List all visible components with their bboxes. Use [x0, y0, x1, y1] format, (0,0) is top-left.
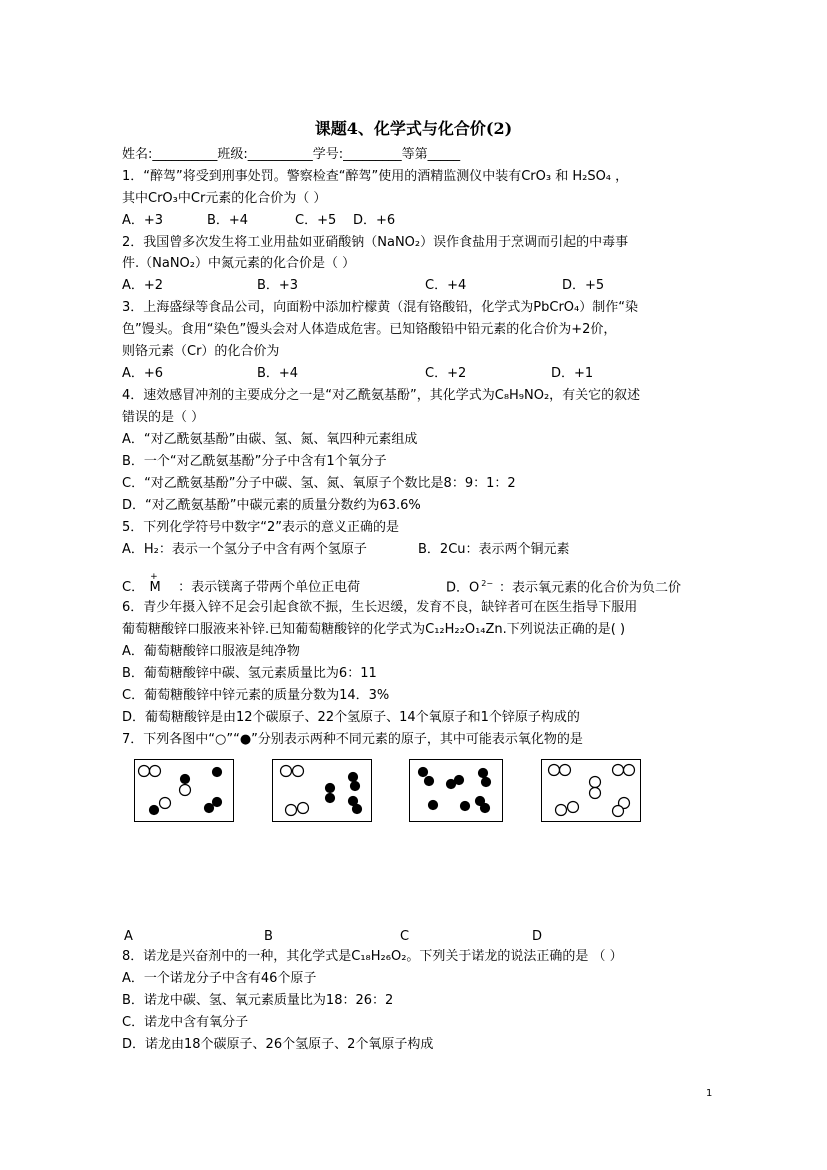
q5-options-cd [122, 572, 682, 596]
q2-stem-line2: 件.（NaNO₂）中氮元素的化合价是（ ） [122, 256, 356, 271]
q1-stem-line2: 其中CrO₃中Cr元素的化合价为（ ） [122, 191, 327, 206]
q7-figure-b [272, 759, 372, 822]
q7-label-d: D [532, 929, 543, 944]
q8-stem: 8．诺龙是兴奋剂中的一种，其化学式是C₁₈H₂₆O₂。下列关于诺龙的说法正确的是 （ ） [122, 949, 623, 964]
q2-option-b: B．+3 [257, 278, 299, 293]
q2-option-d: D．+5 [562, 278, 605, 293]
molecules-b-icon [273, 760, 370, 820]
q3-option-c: C．+2 [425, 366, 467, 381]
q8-option-a: A．一个诺龙分子中含有46个原子 [122, 971, 317, 986]
q4-option-c: C．“对乙酰氨基酚”分子中碳、氢、氮、氧原子个数比是8：9：1：2 [122, 476, 516, 491]
student-info-line: 姓名:__________班级:__________学号:_________等第_____ [122, 147, 461, 162]
q3-option-a: A．+6 [122, 366, 164, 381]
q7-label-a: A [124, 929, 133, 944]
q4-stem-line1: 4．速效感冒冲剂的主要成分之一是“对乙酰氨基酚”，其化学式为C₈H₉NO₂，有关它的叙述 [122, 388, 641, 403]
q6-option-c: C．葡萄糖酸锌中锌元素的质量分数为14．3% [122, 688, 390, 703]
q3-stem-line3: 则铬元素（Cr）的化合价为 [122, 344, 280, 359]
q1-option-b: B．+4 [207, 213, 249, 228]
q2-option-c: C．+4 [425, 278, 467, 293]
q4-stem-line2: 错误的是（ ） [122, 410, 205, 425]
molecules-a-icon [135, 760, 232, 820]
q1-option-c: C．+5 [295, 213, 337, 228]
q8-option-c: C．诺龙中含有氧分子 [122, 1015, 249, 1030]
q7-stem: 7．下列各图中“○”“●”分别表示两种不同元素的原子，其中可能表示氧化物的是 [122, 732, 583, 747]
q6-stem-line1: 6．青少年摄入锌不足会引起食欲不振，生长迟缓，发育不良，缺锌者可在医生指导下服用 [122, 600, 638, 615]
q5-option-c-symbol: M [149, 580, 161, 596]
q3-option-d: D．+1 [551, 366, 594, 381]
q7-label-c: C [400, 929, 410, 944]
q3-option-b: B．+4 [257, 366, 299, 381]
q7-figure-d [541, 759, 641, 822]
q4-option-a: A．“对乙酰氨基酚”由碳、氢、氮、氧四种元素组成 [122, 432, 418, 447]
q6-stem-line2: 葡萄糖酸锌口服液来补锌.已知葡萄糖酸锌的化学式为C₁₂H₂₂O₁₄Zn.下列说法正确的是( ) [122, 622, 626, 637]
q5-option-c: C． + M ：表示镁离子带两个单位正电荷 [122, 580, 446, 596]
q8-option-d: D．诺龙由18个碳原子、26个氢原子、2个氧原子构成 [122, 1037, 434, 1052]
q5-stem: 5．下列化学符号中数字“2”表示的意义正确的是 [122, 520, 400, 535]
q5-options-ab [122, 542, 570, 558]
q1-stem-line1: 1．“醉驾”将受到刑事处罚。警察检查“醉驾”使用的酒精监测仪中装有CrO₃ 和 H₂SO₄ ， [122, 169, 629, 184]
q4-option-b: B．一个“对乙酰氨基酚”分子中含有1个氧分子 [122, 454, 387, 469]
q4-option-d: D．“对乙酰氨基酚”中碳元素的质量分数约为63.6% [122, 498, 421, 513]
q8-option-b: B．诺龙中碳、氢、氧元素质量比为18：26：2 [122, 993, 394, 1008]
q6-option-b: B．葡萄糖酸锌中碳、氢元素质量比为6：11 [122, 666, 377, 681]
q2-stem-line1: 2．我国曾多次发生将工业用盐如亚硝酸钠（NaNO₂）误作食盐用于烹调而引起的中毒事 [122, 235, 629, 250]
q3-stem-line2: 色”馒头。食用“染色”馒头会对人体造成危害。已知铬酸铅中铅元素的化合价为+2价， [122, 322, 617, 337]
q2-options [122, 278, 604, 294]
q1-options [122, 213, 395, 229]
molecules-c-icon [410, 760, 501, 820]
q2-option-a: A．+2 [122, 278, 164, 293]
q3-stem-line1: 3．上海盛绿等食品公司，向面粉中添加柠檬黄（混有铬酸铅，化学式为PbCrO₄）制作“染 [122, 300, 638, 315]
molecules-d-icon [542, 760, 639, 820]
q5-option-d: D．O $^{2-}$ ：表示氧元素的化合价为负二价 [446, 579, 682, 596]
q1-option-a: A．+3 [122, 213, 164, 228]
page-title: 课题4、化学式与化合价(2) [314, 119, 513, 138]
q5-option-c-mark: + [150, 572, 158, 583]
page-number: 1 [706, 1088, 713, 1099]
q7-label-b: B [264, 929, 273, 944]
q6-option-a: A．葡萄糖酸锌口服液是纯净物 [122, 644, 300, 659]
q1-option-d: D．+6 [353, 213, 396, 228]
q5-option-a: A．H₂：表示一个氢分子中含有两个氢原子 [122, 542, 367, 557]
q3-options [122, 366, 593, 382]
q7-figure-c [409, 759, 503, 822]
q7-figure-a [134, 759, 234, 822]
q6-option-d: D．葡萄糖酸锌是由12个碳原子、22个氢原子、14个氧原子和1个锌原子构成的 [122, 710, 580, 725]
q5-option-b: B．2Cu：表示两个铜元素 [418, 542, 570, 557]
